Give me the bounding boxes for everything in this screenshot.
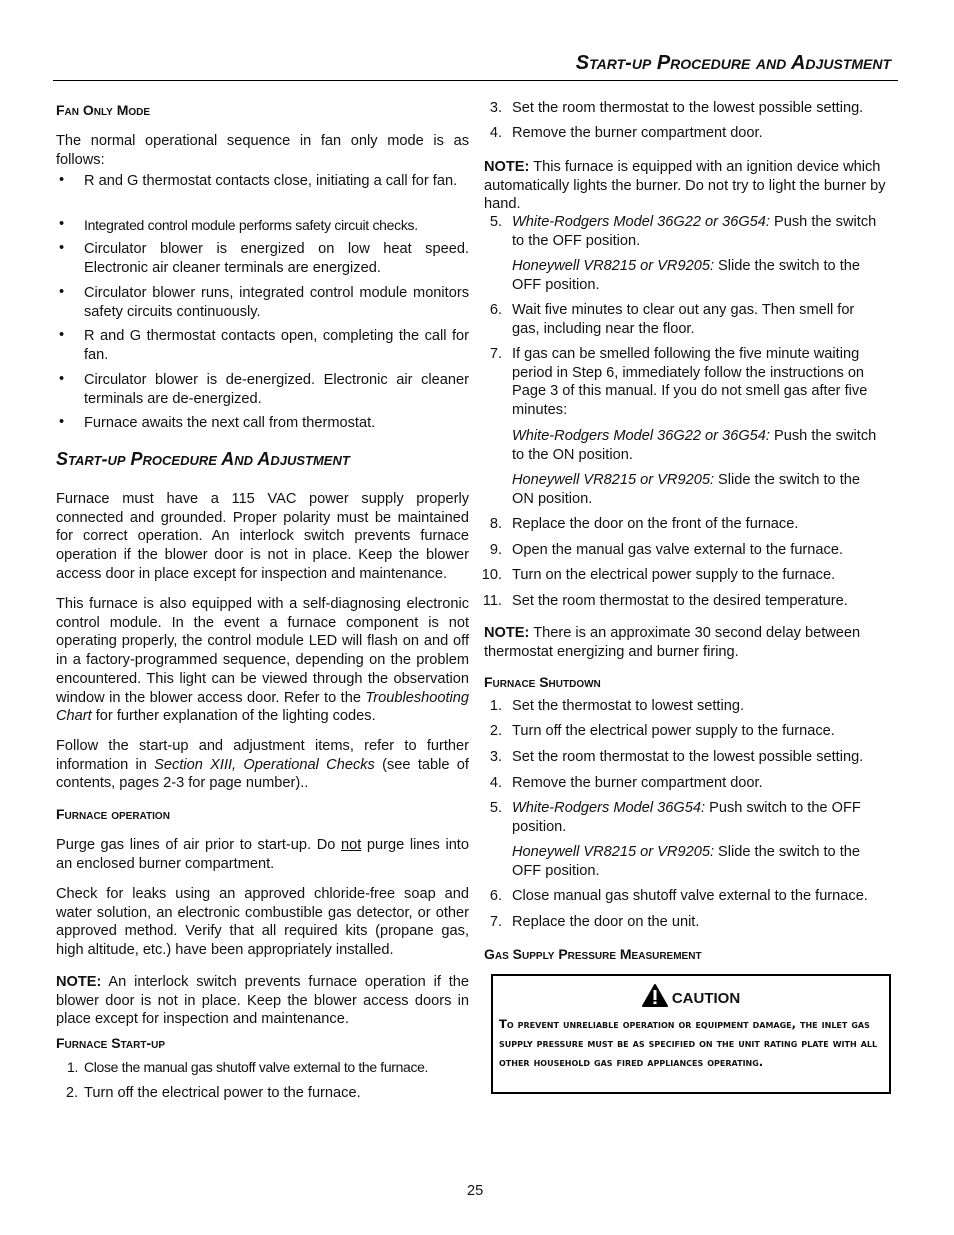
header-rule <box>53 80 898 81</box>
warning-triangle-icon <box>642 984 668 1007</box>
ignition-note: NOTE: This furnace is equipped with an ignition device which automatically lights the burner. Do not try to light the burner by hand. <box>484 159 886 213</box>
bullet-item: • Integrated control module performs safety circuit checks. <box>59 216 418 233</box>
step-item: 5. White-Rodgers Model 36G54: Push switch to the OFF position. <box>489 800 861 835</box>
bullet-text: Furnace awaits the next call from thermostat. <box>84 415 376 431</box>
caution-box <box>491 974 891 1094</box>
furnace-operation-paragraph-2: Check for leaks using an approved chloride-free soap and water solution, an electronic combustible gas detector, or other approved method. Verify that all required kits (propane gas, high altitude, etc.) have been appropriately installed. <box>56 886 469 959</box>
bullet-text: R and G thermostat contacts close, initiating a call for fan. <box>84 173 458 189</box>
step-item: 2. Turn off the electrical power supply to the furnace. <box>489 723 835 739</box>
startup-paragraph-3: Follow the start-up and adjustment items, refer to further information in Section XIII, Operational Checks (see table of contents, pages 2-3 for page number).. <box>56 738 469 792</box>
fan-only-intro: The normal operational sequence in fan only mode is as follows: <box>56 133 469 168</box>
step-item: 7. Replace the door on the unit. <box>489 914 700 930</box>
step-item: 10. Turn on the electrical power supply to the furnace. <box>481 567 836 583</box>
delay-note: NOTE: There is an approximate 30 second delay between thermostat energizing and burner firing. <box>484 625 861 660</box>
bullet-text: Integrated control module performs safety circuit checks. <box>84 217 418 233</box>
furnace-operation-note: NOTE: An interlock switch prevents furnace operation if the blower door is not in place. Keep the blower access doors in place except for inspection and maintenance. <box>56 974 469 1028</box>
step-subitem: Honeywell VR8215 or VR9205: Slide the switch to the ON position. <box>512 472 861 507</box>
step-item: 4. Remove the burner compartment door. <box>489 775 763 791</box>
step-item: 1. Close the manual gas shutoff valve external to the furnace. <box>67 1059 429 1075</box>
step-item: 2. Turn off the electrical power to the furnace. <box>65 1085 361 1101</box>
heading-furnace-shutdown: Furnace Shutdown <box>484 674 601 690</box>
step-item: 6. Close manual gas shutoff valve external to the furnace. <box>489 888 868 904</box>
startup-paragraph-2: This furnace is also equipped with a self-diagnosing electronic control module. In the event a furnace component is not operating properly, the control module LED will flash on and off in a factory-programmed sequence, depending on the problem encountered. This light can be viewed through the observation window in the blower access door. Refer to the Troubleshooting Chart for further explanation of the lighting codes. <box>56 596 469 725</box>
step-subitem: Honeywell VR8215 or VR9205: Slide the switch to the OFF position. <box>512 844 861 879</box>
step-item: 9. Open the manual gas valve external to the furnace. <box>489 542 843 558</box>
startup-paragraph-1: Furnace must have a 115 VAC power supply properly connected and grounded. Proper polarity must be maintained for correct operation. An interlock switch prevents furnace operation if the blower door is not in place. Keep the blower access door in place except for inspection and maintenance. <box>56 491 469 582</box>
caution-title: CAUTION <box>671 990 741 1007</box>
step-subitem: Honeywell VR8215 or VR9205: Slide the switch to the OFF position. <box>512 258 861 293</box>
step-item: 4. Remove the burner compartment door. <box>489 125 763 141</box>
heading-gas-supply-pressure: Gas Supply Pressure Measurement <box>484 946 702 962</box>
step-item: 3. Set the room thermostat to the lowest possible setting. <box>489 100 864 116</box>
bullet-text: Circulator blower is energized on low heat speed. Electronic air cleaner terminals are energized. <box>84 241 469 276</box>
heading-furnace-start-up: Furnace Start-up <box>56 1035 166 1051</box>
bullet-text: Circulator blower runs, integrated control module monitors safety circuits continuously. <box>84 285 469 320</box>
step-item: 5. White-Rodgers Model 36G22 or 36G54: Push the switch to the OFF position. <box>489 214 877 249</box>
step-item: 1. Set the thermostat to lowest setting. <box>489 698 744 714</box>
bullet-item: • Circulator blower is de-energized. Electronic air cleaner terminals are de-energized. <box>59 371 469 407</box>
furnace-operation-paragraph-1: Purge gas lines of air prior to start-up. Do not purge lines into an enclosed burner compartment. <box>56 837 469 872</box>
caution-title-row <box>493 984 889 1009</box>
bullet-text: R and G thermostat contacts open, completing the call for fan. <box>84 328 469 363</box>
heading-start-up-procedure: Start-up Procedure And Adjustment <box>56 449 350 469</box>
bullet-item: • R and G thermostat contacts close, initiating a call for fan. <box>59 172 458 189</box>
running-header: Start-up Procedure and Adjustment <box>575 52 891 74</box>
bullet-item: • Furnace awaits the next call from thermostat. <box>59 414 376 431</box>
bullet-text: Circulator blower is de-energized. Electronic air cleaner terminals are de-energized. <box>84 372 469 407</box>
caution-text: To prevent unreliable operation or equipment damage, the inlet gas supply pressure must be as specified on the unit rating plate with all other household gas fired appliances operating. <box>499 1016 878 1069</box>
step-item: 3. Set the room thermostat to the lowest possible setting. <box>489 749 864 765</box>
step-item: 7. If gas can be smelled following the five minute waiting period in Step 6, immediately follow the instructions on Page 3 of this manual. If you do not smell gas after five minutes: <box>489 346 868 419</box>
page-number: 25 <box>467 1183 484 1199</box>
step-item: 8. Replace the door on the front of the furnace. <box>489 516 799 532</box>
step-subitem: White-Rodgers Model 36G22 or 36G54: Push the switch to the ON position. <box>512 428 877 463</box>
bullet-item: • R and G thermostat contacts open, completing the call for fan. <box>59 327 469 363</box>
heading-furnace-operation: Furnace operation <box>56 806 170 822</box>
bullet-item: • Circulator blower runs, integrated control module monitors safety circuits continuously. <box>59 284 469 320</box>
step-item: 6. Wait five minutes to clear out any gas. Then smell for gas, including near the floor. <box>489 302 855 337</box>
bullet-item: • Circulator blower is energized on low heat speed. Electronic air cleaner terminals are energized. <box>59 240 469 276</box>
heading-fan-only-mode: Fan Only Mode <box>56 102 151 118</box>
step-item: 11. Set the room thermostat to the desired temperature. <box>482 593 848 609</box>
